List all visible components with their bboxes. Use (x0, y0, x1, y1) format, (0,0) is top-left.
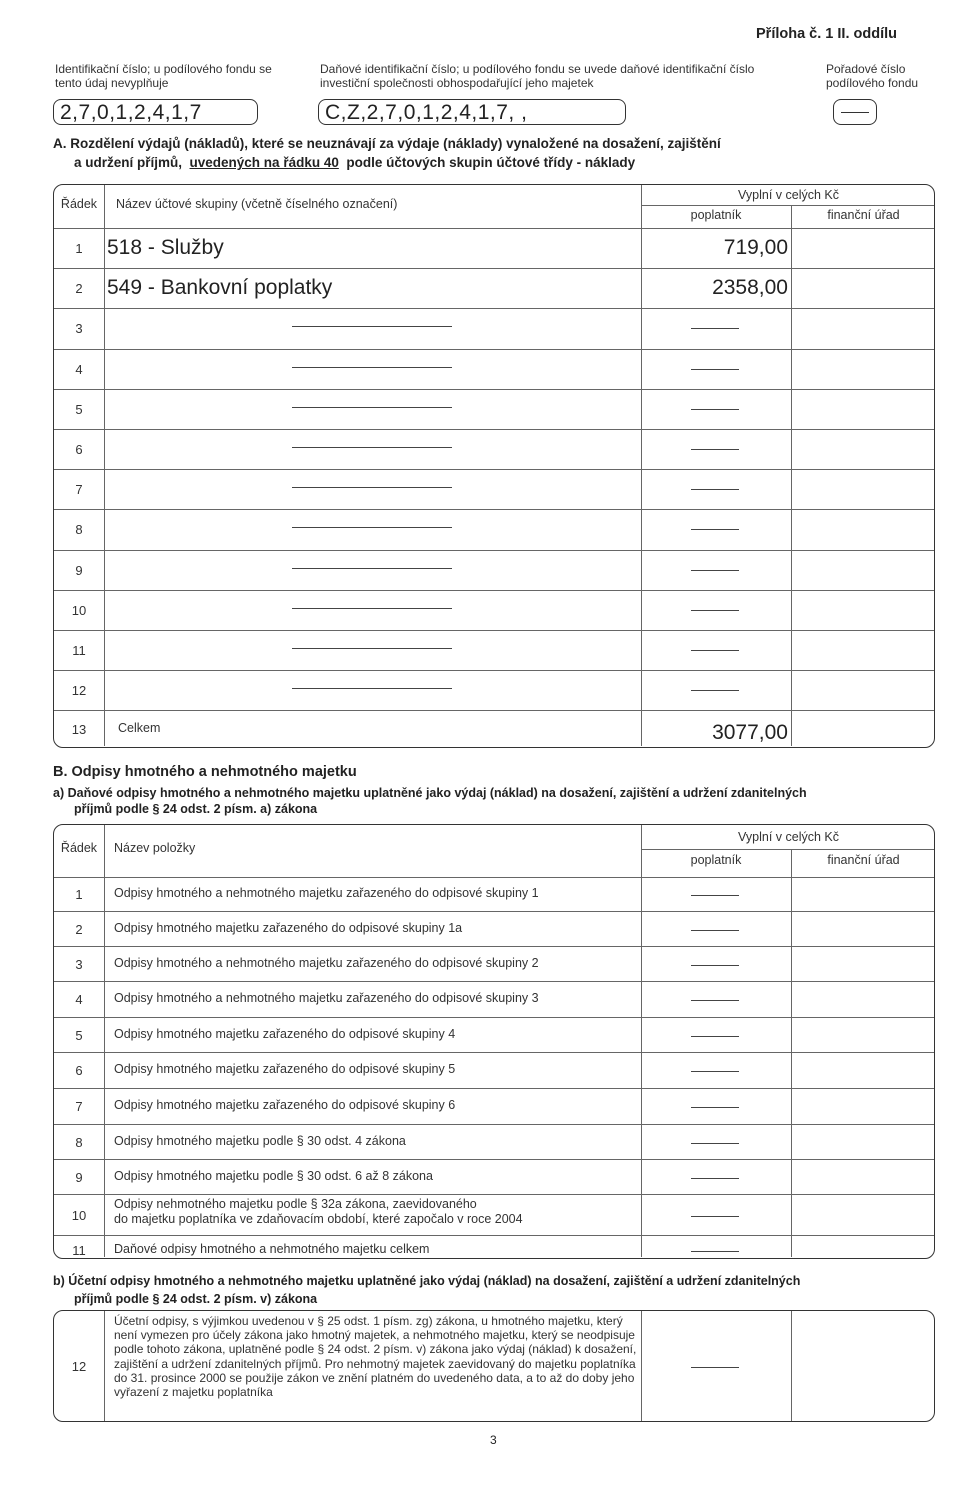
empty-name-dash (292, 608, 452, 609)
row-divider (54, 911, 934, 912)
row-divider (54, 550, 934, 551)
col-header-office: finanční úřad (827, 853, 900, 867)
empty-name-dash (292, 568, 452, 569)
depreciation-item-label: Odpisy hmotného majetku podle § 30 odst. 6 až 8 zákona (114, 1168, 433, 1183)
order-number-field[interactable] (833, 99, 877, 125)
row-number: 4 (75, 992, 83, 1007)
depreciation-item-label: Odpisy hmotného majetku podle § 30 odst. 4 zákona (114, 1133, 406, 1148)
row-divider (54, 590, 934, 591)
tax-id-label: Daňové identifikační číslo; u podílového fondu se uvede daňové identifikační číslo investiční společnosti obhospodařující jeho majetek (320, 62, 755, 90)
page-number: 3 (490, 1433, 497, 1447)
tax-id-field[interactable]: C,Z,2,7,0,1,2,4,1,7, , (318, 99, 626, 125)
depreciation-item-label: Odpisy nehmotného majetku podle § 32a zákona, zaevidovaného do majetku poplatníka ve zdaňovacím období, které započalo v roce 2004 (114, 1197, 523, 1226)
row-divider (54, 946, 934, 947)
total-label: Celkem (118, 721, 161, 735)
row-number: 2 (75, 281, 83, 297)
empty-value-dash (691, 1107, 739, 1108)
row-number: 1 (75, 887, 83, 902)
account-group-name: 518 - Služby (107, 236, 224, 259)
row-number: 10 (71, 602, 87, 618)
row-number: 11 (72, 643, 86, 658)
row-divider (54, 981, 934, 982)
account-group-name: 549 - Bankovní poplatky (107, 276, 333, 300)
row-divider (54, 1124, 934, 1125)
row-number: 6 (75, 1063, 83, 1078)
row-number: 6 (75, 442, 83, 457)
empty-name-dash (292, 367, 452, 368)
row-divider (54, 509, 934, 510)
row-number: 10 (71, 1207, 87, 1223)
col-header-name: Název položky (114, 841, 196, 855)
empty-value-dash (691, 1216, 739, 1217)
empty-name-dash (292, 527, 452, 528)
row-number: 11 (72, 1243, 86, 1258)
depreciation-item-label: Odpisy hmotného a nehmotného majetku zařazeného do odpisové skupiny 2 (114, 955, 539, 970)
row-number: 1 (75, 241, 83, 256)
payer-value: 719,00 (723, 236, 788, 259)
depreciation-item-label: Odpisy hmotného majetku zařazeného do odpisové skupiny 4 (114, 1026, 456, 1041)
table-b-row12 (53, 1310, 935, 1422)
row-divider (54, 1235, 934, 1236)
row-number: 3 (75, 956, 83, 972)
row-number: 2 (75, 921, 83, 937)
col-divider (641, 1311, 642, 1421)
row-divider (54, 1052, 934, 1053)
row-divider (54, 1017, 934, 1018)
row-number: 7 (75, 1099, 83, 1114)
table-b (53, 824, 935, 1259)
id-label: Identifikační číslo; u podílového fondu se tento údaj nevyplňuje (55, 62, 272, 90)
row-number: 12 (71, 683, 87, 699)
row-number: 8 (75, 522, 83, 538)
depreciation-item-label: Odpisy hmotného majetku zařazeného do odpisové skupiny 6 (114, 1098, 456, 1112)
empty-value-dash (691, 965, 739, 966)
row-number: 7 (75, 482, 83, 498)
depreciation-item-label: Odpisy hmotného majetku zařazeného do odpisové skupiny 5 (114, 1062, 456, 1076)
total-value: 3077,00 (712, 721, 788, 744)
payer-value: 2358,00 (712, 276, 788, 300)
empty-value-dash (691, 1071, 739, 1072)
row-divider (54, 389, 934, 390)
empty-value-dash (691, 328, 739, 329)
section-a-title: A. Rozdělení výdajů (nákladů), které se neuznávají za výdaje (náklady) vynaložené na dosažení, zajištění (53, 136, 721, 151)
row-divider (54, 1159, 934, 1160)
row-number: 3 (75, 321, 83, 337)
depreciation-item-label: Odpisy hmotného a nehmotného majetku zařazeného do odpisové skupiny 3 (114, 991, 539, 1005)
depreciation-item-label: Daňové odpisy hmotného a nehmotného majetku celkem (114, 1242, 430, 1256)
row-divider (54, 710, 934, 711)
row12-text: Účetní odpisy, s výjimkou uvedenou v § 25 odst. 1 písm. zg) zákona, u hmotného majetku, který není vymezen pro účely zákona jako hmotný majetek, a nehmotného majetku, který se neodpisuje podle tohoto zákona, uplatněné podle § 24 odst. 2 písm. v) zákona jako výdaj (náklad) k dosažení, zajištění a udržení zdanitelných příjmů. Pro nehmotný majetek zaevidovaný do majetku poplatníka do 31. prosince 2000 se použije zákon ve znění platném do uvedeného data, a to až do doby jeho vyřazení z majetku poplatníka (114, 1314, 637, 1400)
col-divider (104, 825, 105, 1257)
col-header-payer: poplatník (690, 853, 742, 867)
empty-value-dash (691, 409, 739, 410)
depreciation-item-label: Odpisy hmotného a nehmotného majetku zařazeného do odpisové skupiny 1 (114, 886, 539, 900)
row-number: 5 (75, 401, 83, 417)
row-divider (54, 1194, 934, 1195)
header-divider (641, 849, 934, 850)
row-divider (54, 1088, 934, 1089)
row-number: 9 (75, 562, 83, 578)
table-a (53, 184, 935, 748)
col-header-row: Řádek (60, 841, 98, 855)
section-b-title: B. Odpisy hmotného a nehmotného majetku (53, 764, 357, 780)
dash-mark (841, 112, 869, 113)
col-header-office: finanční úřad (827, 208, 900, 222)
empty-value-dash (691, 650, 739, 651)
empty-value-dash (691, 610, 739, 611)
empty-value-dash (691, 690, 739, 691)
empty-value-dash (691, 369, 739, 370)
header-divider (641, 205, 934, 206)
col-header-payer: poplatník (690, 208, 742, 222)
empty-value-dash (691, 570, 739, 571)
empty-name-dash (292, 487, 452, 488)
empty-value-dash (691, 449, 739, 450)
empty-value-dash (691, 529, 739, 530)
empty-value-dash (691, 1000, 739, 1001)
order-number-label: Pořadové číslo podílového fondu (826, 62, 919, 90)
empty-value-dash (691, 1178, 739, 1179)
row-number: 8 (75, 1134, 83, 1150)
section-b-b-title: b) Účetní odpisy hmotného a nehmotného majetku uplatněné jako výdaj (náklad) na dosažení, zajištění a udržení zdanitelných (53, 1274, 801, 1288)
id-field[interactable]: 2,7,0,1,2,4,1,7 (53, 99, 258, 125)
row-number: 5 (75, 1027, 83, 1043)
row-divider (54, 429, 934, 430)
row-number: 12 (71, 1359, 87, 1374)
col-header-name: Název účtové skupiny (včetně číselného označení) (116, 197, 398, 211)
col-divider (791, 205, 792, 746)
empty-value-dash (691, 895, 739, 896)
section-b-a-subtitle: příjmů podle § 24 odst. 2 písm. a) zákona (74, 802, 318, 816)
col-divider (641, 825, 642, 1257)
row-divider (54, 630, 934, 631)
row-divider (54, 228, 934, 229)
row-divider (54, 349, 934, 350)
section-b-b-subtitle: příjmů podle § 24 odst. 2 písm. v) zákona (74, 1292, 318, 1306)
section-a-subtitle (74, 155, 635, 170)
row-number: 4 (75, 361, 83, 377)
subtitle-underlined: uvedených na řádku 40 (189, 155, 339, 170)
empty-name-dash (292, 326, 452, 327)
row-divider (54, 308, 934, 309)
row-number: 9 (75, 1169, 83, 1185)
empty-value-dash (691, 1036, 739, 1037)
empty-value-dash (691, 489, 739, 490)
empty-value-dash (691, 1251, 739, 1252)
subtitle-prefix: a udržení příjmů, (74, 155, 183, 170)
row-divider (54, 469, 934, 470)
depreciation-item-label: Odpisy hmotného majetku zařazeného do odpisové skupiny 1a (114, 920, 463, 935)
col-header-fill: Vyplní v celých Kč (738, 188, 839, 202)
empty-name-dash (292, 688, 452, 689)
col-divider (104, 1311, 105, 1421)
section-b-a-title: a) Daňové odpisy hmotného a nehmotného majetku uplatněné jako výdaj (náklad) na dosažení, zajištění a udržení zdanitelných (53, 786, 807, 800)
empty-name-dash (292, 447, 452, 448)
col-header-fill: Vyplní v celých Kč (738, 830, 839, 844)
row-divider (54, 670, 934, 671)
empty-name-dash (292, 407, 452, 408)
row-divider (54, 268, 934, 269)
empty-value-dash (691, 1367, 739, 1368)
col-divider (791, 1311, 792, 1421)
subtitle-suffix: podle účtových skupin účtové třídy - náklady (346, 155, 636, 170)
empty-value-dash (691, 930, 739, 931)
attachment-label: Příloha č. 1 II. oddílu (756, 26, 897, 42)
col-header-row: Řádek (60, 197, 98, 211)
empty-name-dash (292, 648, 452, 649)
empty-value-dash (691, 1143, 739, 1144)
row-divider (54, 877, 934, 878)
row-number: 13 (71, 722, 87, 737)
